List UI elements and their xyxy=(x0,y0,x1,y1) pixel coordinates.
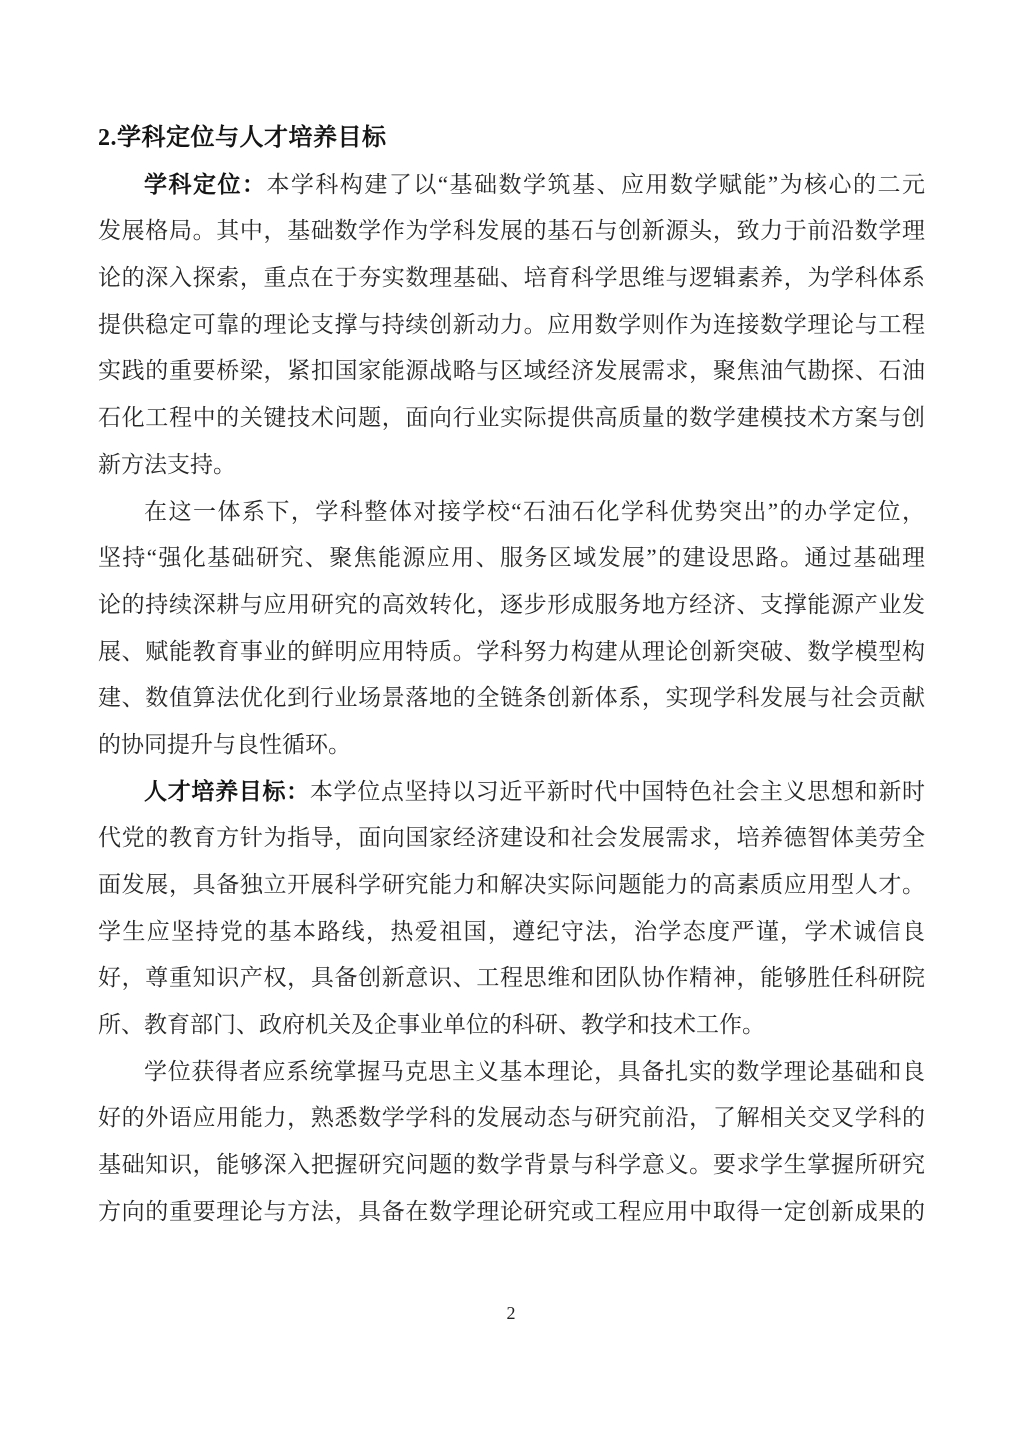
text-line: 在这一体系下，学科整体对接学校“石油石化学科优势突出”的办学定位， xyxy=(144,498,925,524)
text-line: 好，尊重知识产权，具备创新意识、工程思维和团队协作精神，能够胜任科研院 xyxy=(98,965,925,991)
text-line: 实践的重要桥梁，紧扣国家能源战略与区域经济发展需求，聚焦油气勘探、石油 xyxy=(98,358,925,384)
text-line: 新方法支持。 xyxy=(98,451,236,477)
bold-lead: 人才培养目标： xyxy=(144,778,310,804)
paragraph xyxy=(98,769,925,1049)
paragraphs-container xyxy=(98,162,925,1236)
text-line: 提供稳定可靠的理论支撑与持续创新动力。应用数学则作为连接数学理论与工程 xyxy=(98,311,925,337)
text-line: 论的深入探索，重点在于夯实数理基础、培育科学思维与逻辑素养，为学科体系 xyxy=(98,265,925,291)
text-line: 石化工程中的关键技术问题，面向行业实际提供高质量的数学建模技术方案与创 xyxy=(98,405,925,431)
bold-lead: 学科定位： xyxy=(144,171,267,197)
text-line: 的协同提升与良性循环。 xyxy=(98,731,351,757)
text-line: 人才培养目标：本学位点坚持以习近平新时代中国特色社会主义思想和新时 xyxy=(144,778,925,804)
page-number: 2 xyxy=(506,1303,516,1323)
text-line: 建、数值算法优化到行业场景落地的全链条创新体系，实现学科发展与社会贡献 xyxy=(98,685,925,711)
paragraph xyxy=(98,1049,925,1236)
paragraph xyxy=(98,489,925,769)
paragraph xyxy=(98,162,925,489)
document-content xyxy=(98,115,925,1236)
text-line: 学位获得者应系统掌握马克思主义基本理论，具备扎实的数学理论基础和良 xyxy=(144,1058,925,1084)
text-line: 论的持续深耕与应用研究的高效转化，逐步形成服务地方经济、支撑能源产业发 xyxy=(98,591,925,617)
text-line: 学科定位：本学科构建了以“基础数学筑基、应用数学赋能”为核心的二元 xyxy=(144,171,925,197)
text-line: 方向的重要理论与方法，具备在数学理论研究或工程应用中取得一定创新成果的 xyxy=(98,1198,925,1224)
section-heading: 2.学科定位与人才培养目标 xyxy=(98,125,387,151)
text-line: 展、赋能教育事业的鲜明应用特质。学科努力构建从理论创新突破、数学模型构 xyxy=(98,638,925,664)
text-line: 代党的教育方针为指导，面向国家经济建设和社会发展需求，培养德智体美劳全 xyxy=(98,825,925,851)
text-line: 学生应坚持党的基本路线，热爱祖国，遵纪守法，治学态度严谨，学术诚信良 xyxy=(98,918,925,944)
text-line: 面发展，具备独立开展科学研究能力和解决实际问题能力的高素质应用型人才。 xyxy=(98,872,925,897)
text-line: 所、教育部门、政府机关及企事业单位的科研、教学和技术工作。 xyxy=(98,1012,765,1038)
text-line: 坚持“强化基础研究、聚焦能源应用、服务区域发展”的建设思路。通过基础理 xyxy=(98,545,925,571)
text-line: 发展格局。其中，基础数学作为学科发展的基石与创新源头，致力于前沿数学理 xyxy=(98,218,925,244)
text-line: 好的外语应用能力，熟悉数学学科的发展动态与研究前沿，了解相关交叉学科的 xyxy=(98,1105,925,1131)
text-line: 基础知识，能够深入把握研究问题的数学背景与科学意义。要求学生掌握所研究 xyxy=(98,1152,925,1178)
